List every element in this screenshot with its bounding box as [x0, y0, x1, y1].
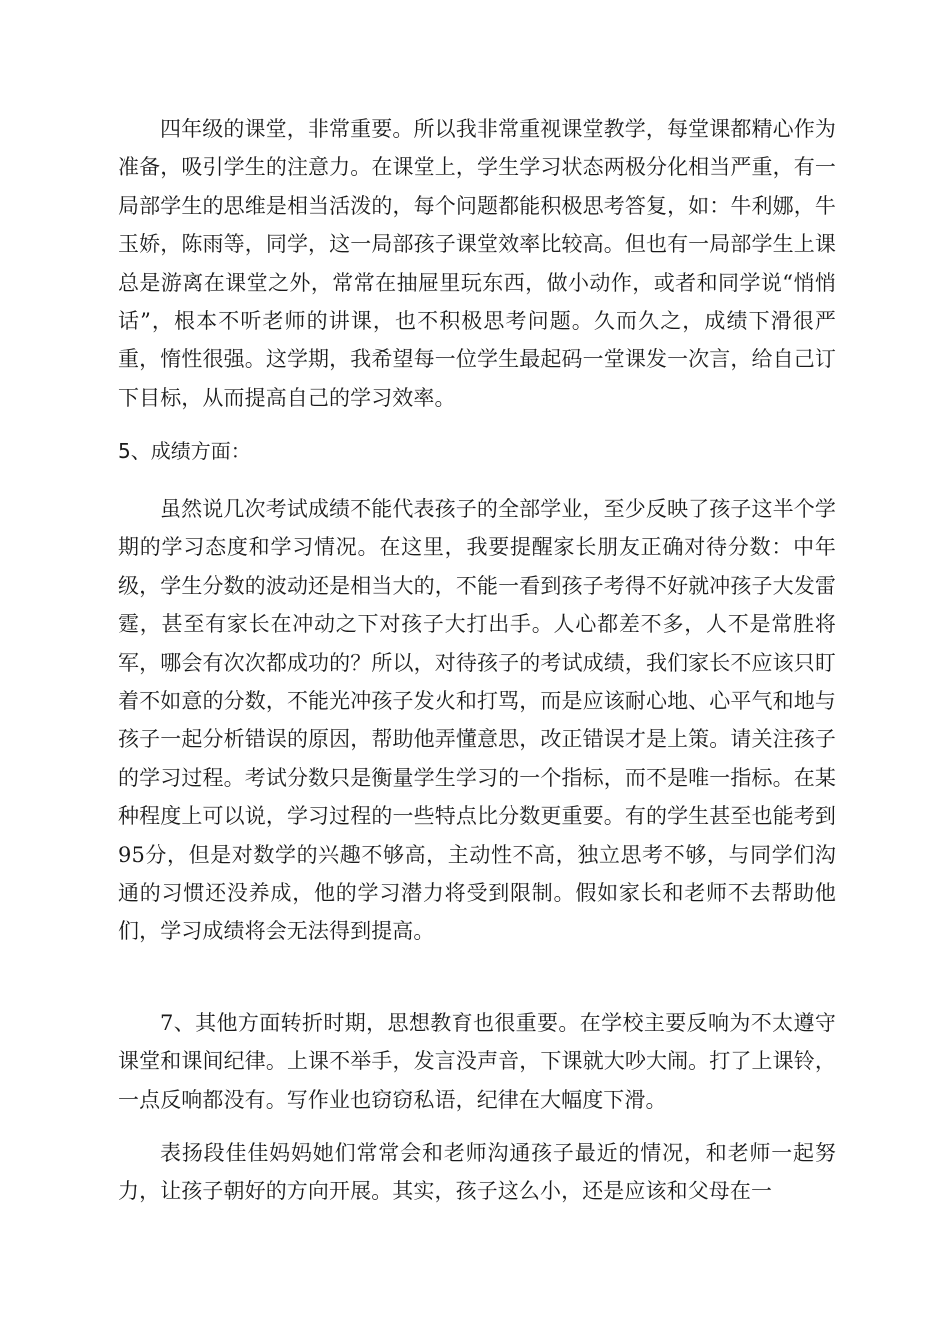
section-heading-grades: 5、成绩方面：: [118, 439, 251, 463]
paragraph-grades: 虽然说几次考试成绩不能代表孩子的全部学业，至少反映了孩子这半个学期的学习态度和学习情况。在这里，我要提醒家长朋友正确对待分数：中年级，学生分数的波动还是相当大的，不能一看到孩子考得不好就冲孩子大发雷霆，甚至有家长在冲动之下对孩子大打出手。人心都差不多，人不是常胜将军，哪会有次次都成功的？所以，对待孩子的考试成绩，我们家长不应该只盯着不如意的分数，不能光冲孩子发火和打骂，而是应该耐心地、心平气和地与孩子一起分析错误的原因，帮助他弄懂意思，改正错误才是上策。请关注孩子的学习过程。考试分数只是衡量学生学习的一个指标，而不是唯一指标。在某种程度上可以说，学习过程的一些特点比分数更重要。有的学生甚至也能考到95分，但是对数学的兴趣不够高，主动性不高，独立思考不够，与同学们沟通的习惯还没养成，他的学习潜力将受到限制。假如家长和老师不去帮助他们，学习成绩将会无法得到提高。: [118, 497, 836, 944]
paragraph-praise: 表扬段佳佳妈妈她们常常会和老师沟通孩子最近的情况，和老师一起努力，让孩子朝好的方向开展。其实，孩子这么小，还是应该和父母在一: [118, 1141, 836, 1204]
paragraph-other-aspects: 7、其他方面转折时期，思想教育也很重要。在学校主要反响为不太遵守课堂和课间纪律。上课不举手，发言没声音，下课就大吵大闹。打了上课铃，一点反响都没有。写作业也窃窃私语，纪律在大幅度下滑。: [118, 1011, 836, 1112]
paragraph-classroom: 四年级的课堂，非常重要。所以我非常重视课堂教学，每堂课都精心作为准备，吸引学生的注意力。在课堂上，学生学习状态两极分化相当严重，有一局部学生的思维是相当活泼的，每个问题都能积极思考答复，如：牛利娜，牛玉娇，陈雨等，同学，这一局部孩子课堂效率比较高。但也有一局部学生上课总是游离在课堂之外，常常在抽屉里玩东西，做小动作，或者和同学说“悄悄话”，根本不听老师的讲课，也不积极思考问题。久而久之，成绩下滑很严重，惰性很强。这学期，我希望每一位学生最起码一堂课发一次言，给自己订下目标，从而提高自己的学习效率。: [118, 117, 836, 410]
